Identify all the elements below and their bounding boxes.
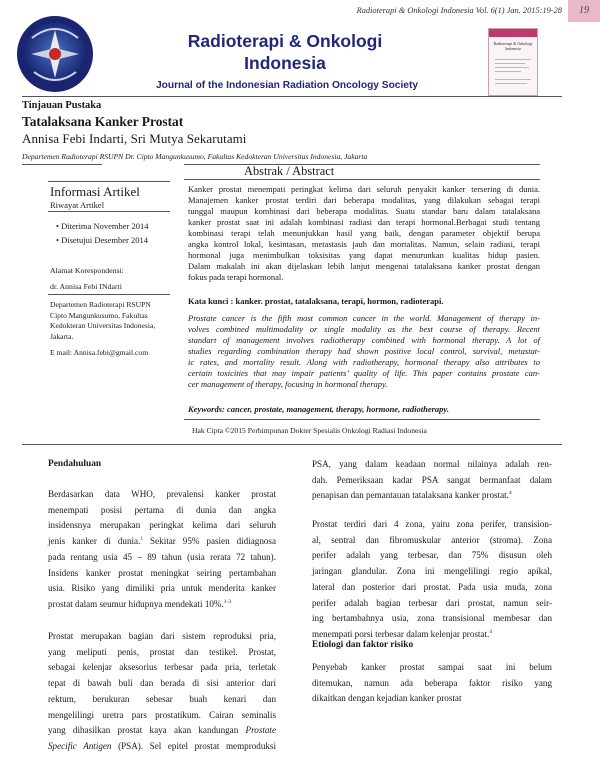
abstract-line: Prostate cancer is the fifth most common cancer in the world. Management of therapy in- <box>188 313 540 323</box>
correspondent-name: dr. Annisa Febi INdarti <box>50 282 122 291</box>
info-heading: Informasi Artikel <box>50 184 140 199</box>
address-line: Cipto Mangunkusumo, Fakultas <box>50 310 148 320</box>
abstract-line: kombinasi terapi telah menunjukkan hasil yang baik, dengan parameter objektif berupa <box>188 228 540 238</box>
journal-title-line1: Radioterapi & Onkologi <box>187 31 383 51</box>
cover-title: Radioterapi & Onkologi Indonesia <box>493 41 533 51</box>
approved-date: • Disetujui Desember 2014 <box>56 235 148 245</box>
line-italic-text: Prostate <box>245 725 276 736</box>
line-text: ing bertambahnya usia, zona transisional membesar dan <box>312 613 552 624</box>
paragraph-etiologi <box>312 660 552 707</box>
correspondence-rule <box>48 294 170 295</box>
abstract-line: cer management of therapy, focusing in hormonal therapy. <box>188 379 388 389</box>
line-text: lateral dan posterior dari prostat. Pada usia muda, zona <box>312 581 552 592</box>
journal-subtitle: Journal of the Indonesian Radiation Oncology Society <box>155 80 419 91</box>
address-line: Kedokteran Universitas Indonesia, <box>50 321 156 331</box>
text-line <box>48 660 276 676</box>
line-italic-text: Specific Antigen <box>48 740 112 751</box>
abstract-line: tunggal maupun kombinasi dari beberapa modalitas. Suatu standar baru dalam tatalaksana <box>188 206 540 216</box>
abstract-line: Manajemen kanker prostat terdiri dari beberapa modalitas, yang dilakukan sebagai terapi <box>188 195 540 205</box>
abstract-line: ic rates, and mortality result. Along with radiotherapy, hormonal therapy also attributes to <box>188 357 540 367</box>
running-head: Radioterapi & Onkologi Indonesia Vol. 6(1) Jan. 2015:19-28 <box>356 6 562 15</box>
text-line <box>312 611 552 627</box>
paragraph-right-2 <box>312 517 552 643</box>
line-text: dah. Pemeriksaan kadar PSA sangat bermanfaat dalam <box>312 474 552 485</box>
text-line <box>312 596 552 612</box>
citation-superscript: 1 <box>140 536 144 543</box>
line-text: insidensnya merupakan peringkat kelima dari seluruh <box>48 520 276 531</box>
line-text: sebagai kelenjar aksesorius terbesar pada pria, terletak <box>48 662 276 673</box>
abstract-line: studies regarding combination therapy had shown positive local control, survival, metastat- <box>188 346 540 356</box>
text-line <box>312 691 552 707</box>
abstract-rule-bottom <box>184 179 540 180</box>
left-section-heading: Pendahuluan <box>48 459 102 469</box>
text-line <box>48 629 276 645</box>
text-line <box>48 723 276 739</box>
kata-kunci-label: Kata kunci : <box>188 296 234 306</box>
text-line <box>48 739 276 755</box>
kata-kunci <box>188 296 444 306</box>
text-line <box>312 488 552 504</box>
abstract-rule-end <box>184 419 540 420</box>
society-logo-icon <box>14 14 96 94</box>
paragraph-pendahuluan-1 <box>48 487 276 613</box>
text-line <box>312 564 552 580</box>
abstract-english <box>188 313 540 390</box>
line-text-continued: Sekitar 95% pasien didiagnosa <box>143 536 276 547</box>
text-line <box>48 518 276 534</box>
text-line <box>312 473 552 489</box>
text-line <box>48 487 276 503</box>
abstract-rule-top <box>184 164 540 165</box>
journal-title <box>120 30 450 74</box>
page-number: 19 <box>568 0 600 22</box>
keywords-label: Keywords: <box>188 404 225 414</box>
line-text: Penyebab kanker prostat sampai saat ini belum <box>312 662 552 672</box>
paragraph-right-1 <box>312 457 552 504</box>
text-line <box>312 457 552 473</box>
citation-superscript: 4 <box>489 628 493 635</box>
text-line <box>48 503 276 519</box>
right-section-heading: Etiologi dan faktor risiko <box>312 640 414 650</box>
text-line <box>48 550 276 566</box>
info-rule-top <box>48 181 170 182</box>
line-text: al, sentral dan fibromuskular anterior (stroma). Zona <box>312 534 552 545</box>
abstract-line: hormonal juga menimbulkan toksisitas yang dapat menurunkan kualitas hidup pasien. <box>188 250 540 260</box>
correspondence-address <box>50 300 155 342</box>
keywords-text: cancer, prostate, management, therapy, hormone, radiotherapy. <box>226 404 449 414</box>
line-text: dikaitkan dengan kejadian kanker prostat <box>312 693 462 704</box>
correspondence-label: Alamat Korespondensi: <box>50 266 124 275</box>
abstract-line: Kanker prostat menempati peringkat kelima dari seluruh penyakit kanker tersering di dunia. <box>188 184 540 194</box>
journal-cover-thumbnail <box>488 28 538 96</box>
line-text: Insidens kanker prostat meningkat seiring pertambahan <box>48 567 276 578</box>
line-text: rektum, berukuran sebesar buah kenari dan <box>48 693 276 704</box>
line-text: Prostat merupakan bagian dari sistem reproduksi pria, <box>48 631 276 641</box>
line-text: jaringan glandular. Zona ini mengelilingi regio apikal, <box>312 566 552 577</box>
journal-title-line2: Indonesia <box>244 53 326 73</box>
abstract-line: kanker prostat saat ini adalah kombinasi radiasi dan terapi hormonal.Berbagai studi tentang <box>188 217 540 227</box>
text-line <box>312 676 552 692</box>
line-text: tepat di bawah buli dan berada di sisi anterior dari <box>48 678 276 689</box>
info-rule-bottom <box>48 211 170 212</box>
article-title: Tatalaksana Kanker Prostat <box>22 114 184 129</box>
line-text: yang meliputi penis, prostat dan testikel. Prostat, <box>48 646 276 657</box>
body-separator-rule <box>22 444 562 445</box>
abstract-line: fokus pada terapi hormonal. <box>188 272 284 282</box>
line-text: Prostat terdiri dari 4 zona, yaitu zona perifer, transision- <box>312 519 552 529</box>
line-text: perifer adalah bagian terbesar dari prostat, namun seir- <box>312 597 552 608</box>
article-section: Tinjauan Pustaka <box>22 100 102 111</box>
abstract-line: standart of management involves radiotherapy combined with hormonal therapy. A lot of <box>188 335 540 345</box>
article-affiliation: Departemen Radioterapi RSUPN Dr. Cipto Mangunkusumo, Fakultas Kedokteran Universitas Indonesia, Jakarta <box>22 152 368 161</box>
line-text: mengelilingi uretra pars prostatikum. Cairan seminalis <box>48 709 276 720</box>
keywords <box>188 404 449 414</box>
line-text: penapisan dan pemantauan tatalaksana kanker prostat. <box>312 490 509 501</box>
text-line <box>312 580 552 596</box>
received-date-text: Diterima November 2014 <box>61 221 149 231</box>
abstract-line: Dalam makalah ini akan dijelaskan lebih lanjut mengenai tatalaksana kanker prostat dengan <box>188 261 540 271</box>
text-line <box>48 708 276 724</box>
received-date: • Diterima November 2014 <box>56 221 149 231</box>
text-line <box>48 645 276 661</box>
text-line <box>312 517 552 533</box>
abstract-line: certain toxicities that may impair patients’ quality of life. This paper contains prostate can- <box>188 368 540 378</box>
correspondence-email[interactable]: E mail: Annisa.febi@gmail.com <box>50 348 149 357</box>
text-line <box>48 534 276 550</box>
line-text: prostat dalam seumur hidupnya mendekati 10%. <box>48 598 224 609</box>
address-line: Departemen Radioterapi RSUPN <box>50 300 151 309</box>
address-line: Jakarta. <box>50 331 74 341</box>
text-line <box>312 548 552 564</box>
text-line <box>312 660 552 676</box>
text-line <box>48 597 276 613</box>
paragraph-pendahuluan-2 <box>48 629 276 755</box>
line-text: menempati porsi terbesar dalam kelenjar prostat. <box>312 628 490 639</box>
citation-superscript: 4 <box>508 490 512 497</box>
line-text: perifer adalah yang terbesar, dan 75% disusun oleh <box>312 550 552 561</box>
article-authors: Annisa Febi Indarti, Sri Mutya Sekarutami <box>22 131 247 146</box>
line-text: jenis kanker di dunia. <box>48 536 141 547</box>
header-rule <box>22 96 562 97</box>
approved-date-text: Disetujui Desember 2014 <box>61 235 148 245</box>
abstract-indonesian <box>188 184 540 283</box>
line-text: yang dihasilkan prostat kaya akan kandungan <box>48 725 246 736</box>
rule-left <box>22 164 102 165</box>
copyright-notice: Hak Cipta ©2015 Perhimpunan Dokter Spesialis Onkologi Radiasi Indonesia <box>192 426 427 435</box>
line-text: PSA, yang dalam keadaan normal nilainya adalah ren- <box>312 459 552 469</box>
text-line <box>48 676 276 692</box>
citation-superscript: 1-3 <box>223 598 232 605</box>
text-line <box>48 566 276 582</box>
history-label: Riwayat Artikel <box>50 200 105 210</box>
abstract-heading: Abstrak / Abstract <box>244 164 335 178</box>
line-text: menempati posisi pertama di dunia dan angka <box>48 504 276 515</box>
text-line <box>48 692 276 708</box>
line-text: usia. Risiko yang dimiliki pria untuk menderita kanker <box>48 583 276 594</box>
text-line <box>48 581 276 597</box>
text-line <box>312 533 552 549</box>
abstract-line: angka kontrol lokal, kesintasan, metastasis jauh dan mortalitas. Namun, selain radiasi, terapi <box>188 239 540 249</box>
kata-kunci-text: kanker. prostat, tatalaksana, terapi, hormon, radioterapi. <box>235 296 444 306</box>
line-text: ditemukan, namun ada beberapa faktor risiko yang <box>312 677 552 688</box>
line-text: Berdasarkan data WHO, prevalensi kanker prostat <box>48 489 276 499</box>
line-text-continued: (PSA). Sel epitel prostat memproduksi <box>111 740 276 751</box>
abstract-line: volves combined multimodality or single modality as the best course of therapy. Recent <box>188 324 540 334</box>
line-text: pada rentang usia 45 – 89 tahun (usia rerata 72 tahun). <box>48 551 276 562</box>
